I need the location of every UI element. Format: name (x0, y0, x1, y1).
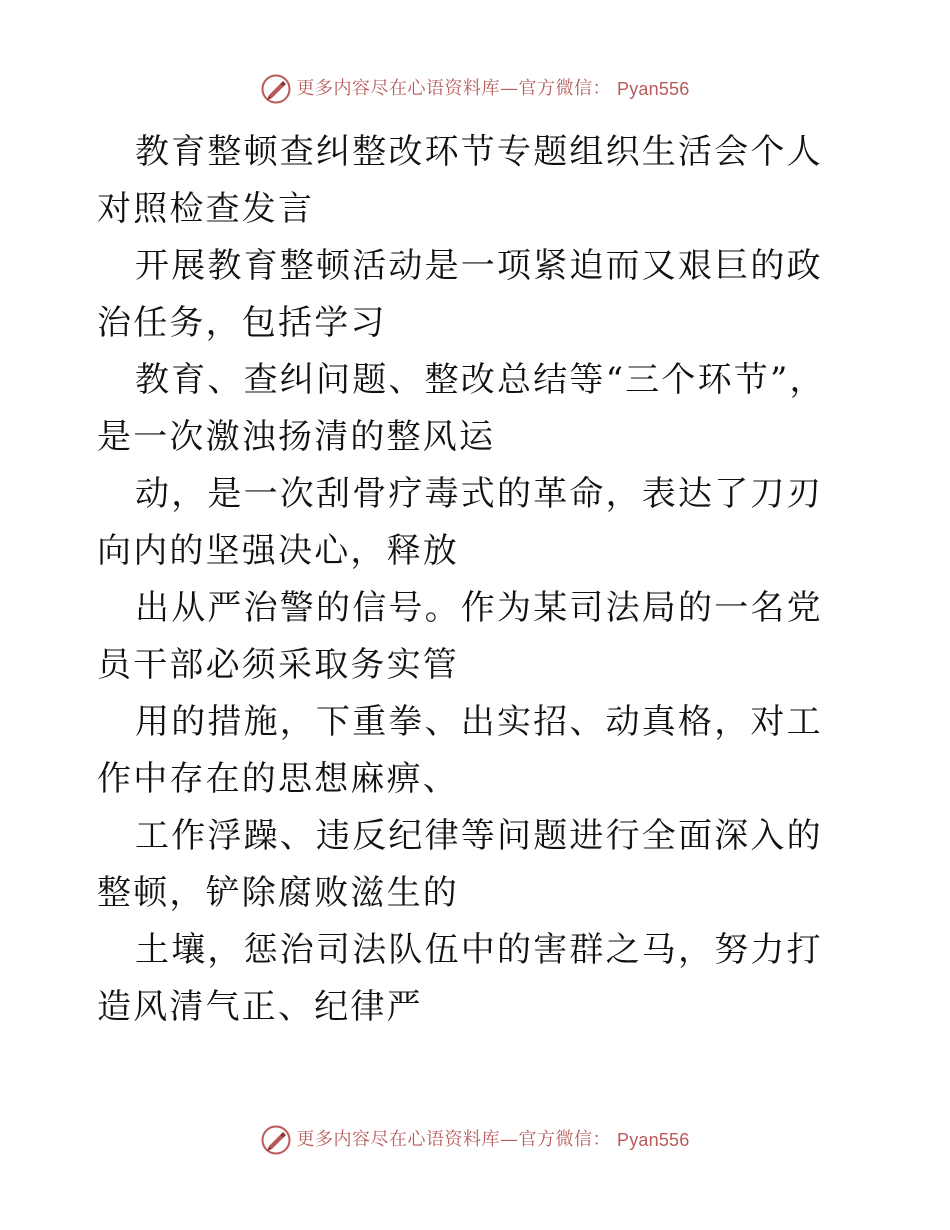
paragraph-3: 动，是一次刮骨疗毒式的革命，表达了刀刃向内的坚强决心，释放 (97, 474, 823, 571)
paragraph-1: 开展教育整顿活动是一项紧迫而又艰巨的政治任务，包括学习 (97, 246, 823, 343)
red-pen-logo-icon (261, 74, 291, 104)
document-title: 教育整顿查纠整改环节专题组织生活会个人对照检查发言 (97, 132, 823, 229)
paragraph-2: 教育、查纠问题、整改总结等“三个环节”，是一次激浊扬清的整风运 (97, 360, 826, 457)
paragraph-6: 工作浮躁、违反纪律等问题进行全面深入的整顿，铲除腐败滋生的 (97, 816, 823, 913)
bottom-watermark (0, 1125, 950, 1155)
top-watermark (0, 74, 950, 104)
watermark-id-text: Pyan556 (617, 1130, 690, 1150)
watermark-main-text: 更多内容尽在心语资料库—官方微信： (296, 1129, 612, 1150)
red-pen-logo-icon (261, 1125, 291, 1155)
paragraph-7: 土壤，惩治司法队伍中的害群之马，努力打造风清气正、纪律严 (97, 930, 823, 1027)
watermark-main-text: 更多内容尽在心语资料库—官方微信： (296, 78, 612, 99)
document-body (97, 124, 857, 1036)
paragraph-5: 用的措施，下重拳、出实招、动真格，对工作中存在的思想麻痹、 (97, 702, 823, 799)
watermark-id-text: Pyan556 (617, 79, 690, 99)
paragraph-4: 出从严治警的信号。作为某司法局的一名党员干部必须采取务实管 (97, 588, 823, 685)
